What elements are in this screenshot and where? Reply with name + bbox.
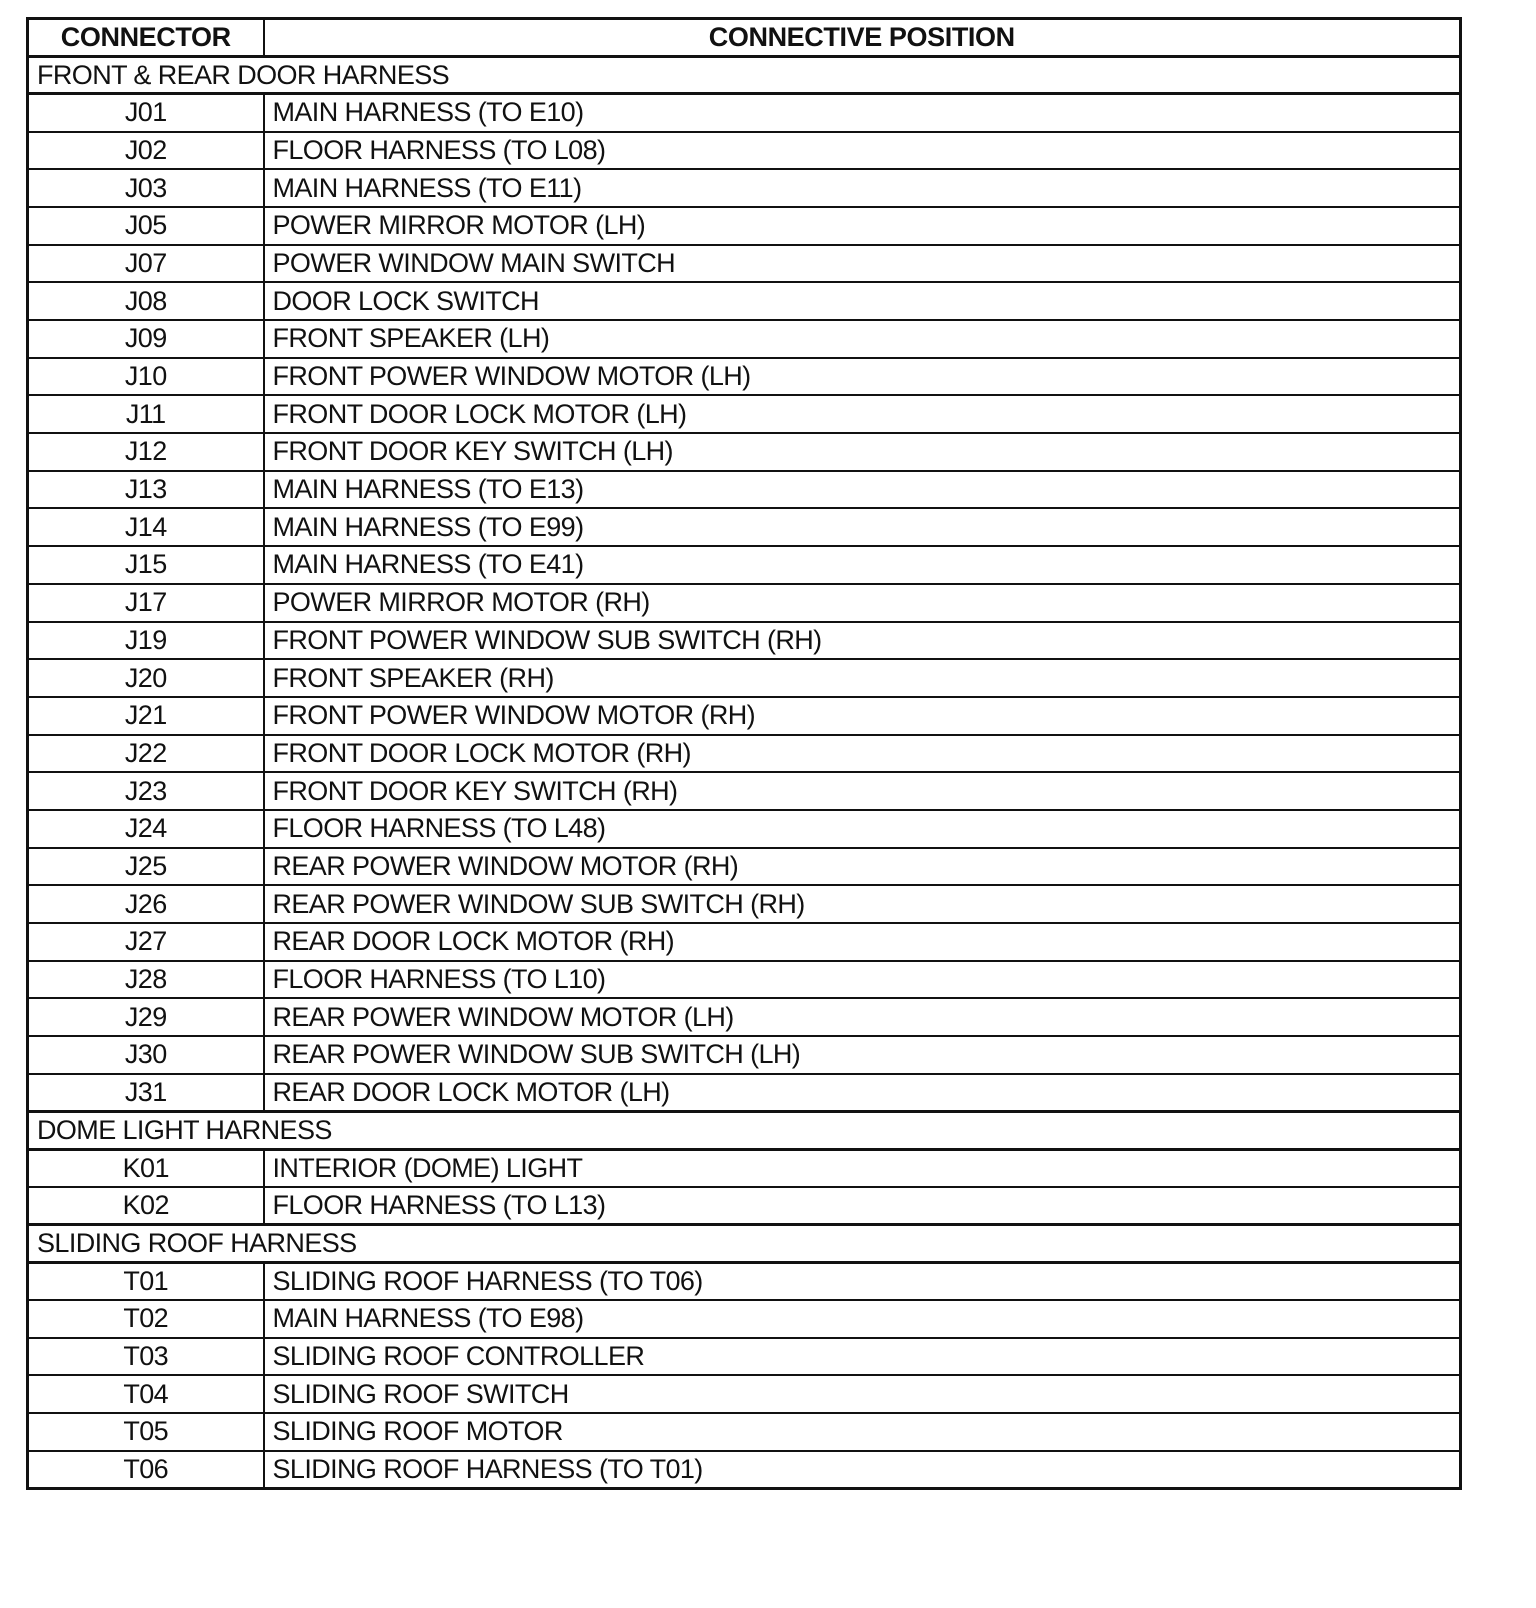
connector-code: T04	[28, 1375, 264, 1413]
table-row	[28, 1036, 1461, 1074]
connector-code: J19	[28, 622, 264, 660]
connective-position: FRONT DOOR KEY SWITCH (RH)	[264, 772, 1461, 810]
connective-position: FLOOR HARNESS (TO L48)	[264, 810, 1461, 848]
table-row	[28, 885, 1461, 923]
table-row	[28, 961, 1461, 999]
connective-position: FLOOR HARNESS (TO L10)	[264, 961, 1461, 999]
connective-position: MAIN HARNESS (TO E99)	[264, 508, 1461, 546]
connective-position: SLIDING ROOF MOTOR	[264, 1413, 1461, 1451]
connector-code: J29	[28, 998, 264, 1036]
table-row	[28, 1413, 1461, 1451]
connective-position: REAR DOOR LOCK MOTOR (RH)	[264, 923, 1461, 961]
connector-code: J07	[28, 245, 264, 283]
header-row	[28, 19, 1461, 57]
connective-position: REAR POWER WINDOW MOTOR (LH)	[264, 998, 1461, 1036]
table-row	[28, 433, 1461, 471]
section-row	[28, 1111, 1461, 1149]
table-row	[28, 282, 1461, 320]
section-row	[28, 56, 1461, 94]
connector-code: K02	[28, 1187, 264, 1225]
connector-code: J30	[28, 1036, 264, 1074]
table-row	[28, 169, 1461, 207]
header-connector: CONNECTOR	[28, 19, 264, 57]
section-title: FRONT & REAR DOOR HARNESS	[28, 56, 1461, 94]
table-row	[28, 1338, 1461, 1376]
connective-position: FRONT SPEAKER (RH)	[264, 659, 1461, 697]
table-row	[28, 471, 1461, 509]
table-row	[28, 546, 1461, 584]
connective-position: FLOOR HARNESS (TO L13)	[264, 1187, 1461, 1225]
connective-position: REAR POWER WINDOW SUB SWITCH (RH)	[264, 885, 1461, 923]
table-row	[28, 923, 1461, 961]
connector-code: J24	[28, 810, 264, 848]
connective-position: SLIDING ROOF HARNESS (TO T06)	[264, 1262, 1461, 1300]
connective-position: MAIN HARNESS (TO E13)	[264, 471, 1461, 509]
connector-code: J23	[28, 772, 264, 810]
table-row	[28, 245, 1461, 283]
connector-code: J11	[28, 395, 264, 433]
connector-code: J31	[28, 1074, 264, 1112]
connective-position: FRONT POWER WINDOW SUB SWITCH (RH)	[264, 622, 1461, 660]
table-row	[28, 1187, 1461, 1225]
connector-code: J21	[28, 697, 264, 735]
connective-position: FRONT POWER WINDOW MOTOR (RH)	[264, 697, 1461, 735]
connective-position: REAR DOOR LOCK MOTOR (LH)	[264, 1074, 1461, 1112]
table-row	[28, 508, 1461, 546]
connective-position: FRONT DOOR LOCK MOTOR (RH)	[264, 735, 1461, 773]
table-row	[28, 810, 1461, 848]
connector-code: J03	[28, 169, 264, 207]
table-row	[28, 358, 1461, 396]
table-row	[28, 622, 1461, 660]
connective-position: SLIDING ROOF HARNESS (TO T01)	[264, 1451, 1461, 1489]
table-row	[28, 1149, 1461, 1187]
connective-position: SLIDING ROOF CONTROLLER	[264, 1338, 1461, 1376]
section-row	[28, 1225, 1461, 1263]
connector-code: J27	[28, 923, 264, 961]
connective-position: REAR POWER WINDOW SUB SWITCH (LH)	[264, 1036, 1461, 1074]
table-row	[28, 207, 1461, 245]
connective-position: DOOR LOCK SWITCH	[264, 282, 1461, 320]
table-body	[28, 56, 1461, 1488]
connector-code: T02	[28, 1300, 264, 1338]
connective-position: SLIDING ROOF SWITCH	[264, 1375, 1461, 1413]
connector-code: K01	[28, 1149, 264, 1187]
table-row	[28, 735, 1461, 773]
table-row	[28, 697, 1461, 735]
table-row	[28, 1300, 1461, 1338]
connective-position: MAIN HARNESS (TO E10)	[264, 94, 1461, 132]
table-row	[28, 1375, 1461, 1413]
connective-position: MAIN HARNESS (TO E98)	[264, 1300, 1461, 1338]
connector-code: J13	[28, 471, 264, 509]
connector-code: T05	[28, 1413, 264, 1451]
table-row	[28, 772, 1461, 810]
table-row	[28, 320, 1461, 358]
connective-position: MAIN HARNESS (TO E11)	[264, 169, 1461, 207]
connector-code: J02	[28, 132, 264, 170]
section-title: SLIDING ROOF HARNESS	[28, 1225, 1461, 1263]
connector-code: J09	[28, 320, 264, 358]
connector-code: J22	[28, 735, 264, 773]
connector-code: J01	[28, 94, 264, 132]
table-row	[28, 94, 1461, 132]
connective-position: MAIN HARNESS (TO E41)	[264, 546, 1461, 584]
connector-code: T06	[28, 1451, 264, 1489]
connector-code: J26	[28, 885, 264, 923]
connector-code: T03	[28, 1338, 264, 1376]
table-row	[28, 1451, 1461, 1489]
connector-code: J28	[28, 961, 264, 999]
connector-code: J15	[28, 546, 264, 584]
connector-code: J25	[28, 848, 264, 886]
connective-position: POWER MIRROR MOTOR (LH)	[264, 207, 1461, 245]
table-row	[28, 395, 1461, 433]
connector-code: J17	[28, 584, 264, 622]
connective-position: FRONT SPEAKER (LH)	[264, 320, 1461, 358]
table-row	[28, 1074, 1461, 1112]
connector-code: J05	[28, 207, 264, 245]
connector-code: J12	[28, 433, 264, 471]
connective-position: FRONT DOOR LOCK MOTOR (LH)	[264, 395, 1461, 433]
connective-position: REAR POWER WINDOW MOTOR (RH)	[264, 848, 1461, 886]
connective-position: POWER WINDOW MAIN SWITCH	[264, 245, 1461, 283]
connector-code: J08	[28, 282, 264, 320]
connective-position: FRONT POWER WINDOW MOTOR (LH)	[264, 358, 1461, 396]
table-row	[28, 584, 1461, 622]
connective-position: FLOOR HARNESS (TO L08)	[264, 132, 1461, 170]
table-row	[28, 132, 1461, 170]
section-title: DOME LIGHT HARNESS	[28, 1111, 1461, 1149]
header-connective-position: CONNECTIVE POSITION	[264, 19, 1461, 57]
connector-code: J10	[28, 358, 264, 396]
connector-code: J14	[28, 508, 264, 546]
connective-position: INTERIOR (DOME) LIGHT	[264, 1149, 1461, 1187]
connector-code: J20	[28, 659, 264, 697]
connector-code: T01	[28, 1262, 264, 1300]
table-row	[28, 1262, 1461, 1300]
table-row	[28, 659, 1461, 697]
connective-position: POWER MIRROR MOTOR (RH)	[264, 584, 1461, 622]
table-row	[28, 848, 1461, 886]
connector-table	[26, 17, 1462, 1490]
connective-position: FRONT DOOR KEY SWITCH (LH)	[264, 433, 1461, 471]
table-row	[28, 998, 1461, 1036]
